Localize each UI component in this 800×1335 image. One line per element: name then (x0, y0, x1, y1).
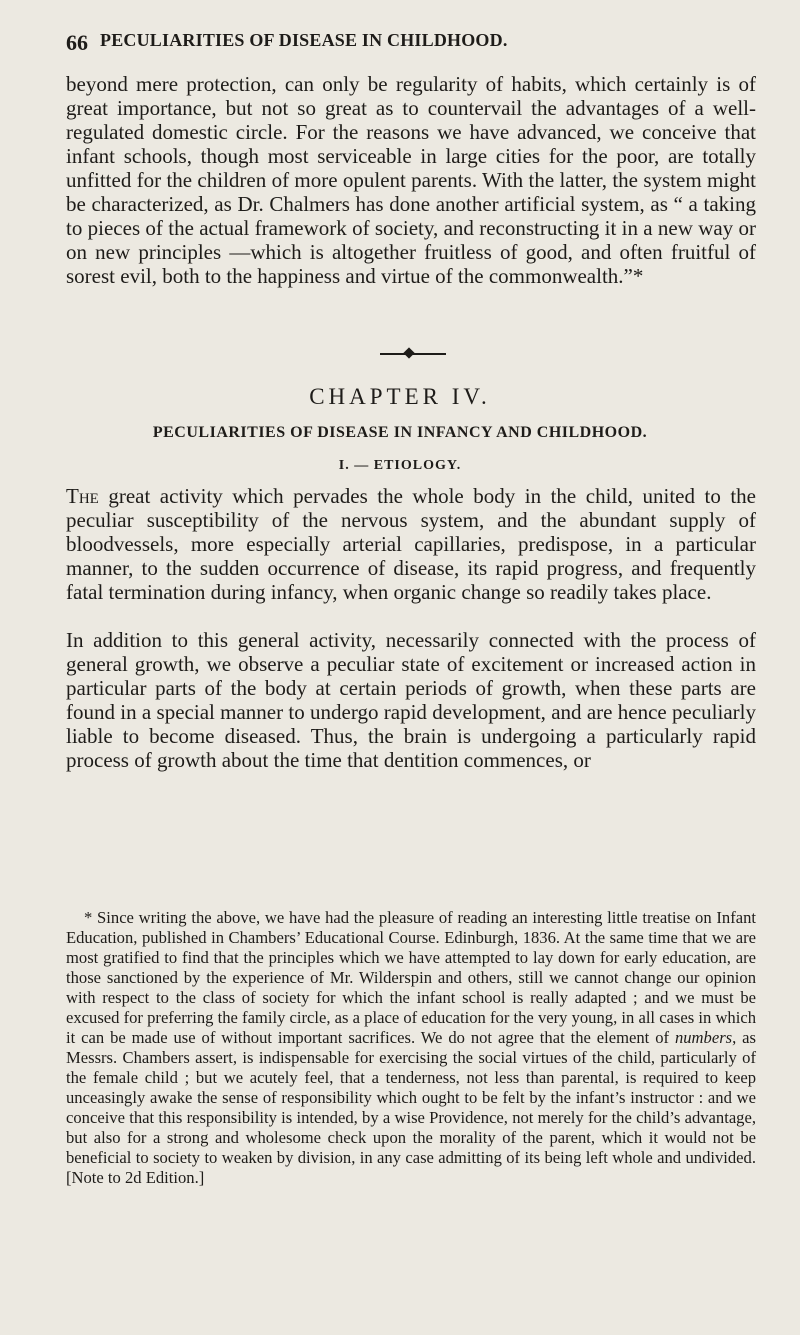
chapter-subtitle: PECULIARITIES OF DISEASE IN INFANCY AND CHILDHOOD. (152, 424, 648, 441)
paragraph-text: great activity which pervades the whole body in the child, united to the peculiar susceptibility of the nervous system, and the abundant supply of bloodvessels, more especially arterial capillaries, predispose, in a particular manner, to the sudden occurrence of disease, its rapid progress, and frequently fatal termination during infancy, when organic change so readily takes place. (66, 484, 756, 604)
paragraph-lead-word: The (66, 484, 99, 508)
page-header (66, 30, 756, 64)
footnote-text-part-2: , as Messrs. Chambers assert, is indispensable for exercising the social virtues of the child, particularly of the female child ; but we acutely feel, that a tenderness, not less than parental, is required to keep unceasingly awake the sense of responsibility which ought to be felt by the infant’s instructor : and we conceive that this responsibility is intended, by a wise Providence, not merely for the child’s advantage, but also for a strong and wholesome check upon the morality of the parent, which it would not be beneficial to society to weaken by division, in any case admitting of its being left whole and undivided. [Note to 2d Edition.] (66, 1028, 756, 1187)
footnote-text-part-1: * Since writing the above, we have had the pleasure of reading an interesting little treatise on Infant Education, published in Chambers’ Educational Course. Edinburgh, 1836. At the same time that we are most gratified to find that the principles which we have attempted to lay down for early education, are those sanctioned by the experience of Mr. Wilderspin and others, still we cannot change our opinion with respect to the class of society for which the infant school is really adapted ; and we must be excused for preferring the family circle, as a place of education for the very young, in all cases in which it can be made use of without important sacrifices. We do not agree that the element of (66, 908, 756, 1047)
paragraph-etiology-intro (66, 484, 756, 604)
chapter-title: CHAPTER IV. (309, 384, 491, 409)
footnote-emphasis: numbers (674, 1028, 733, 1047)
footnote (66, 908, 756, 1188)
paragraph-continued: beyond mere protection, can only be regularity of habits, which certainly is of great importance, but not so great as to countervail the advantages of a well-regulated domestic circle. For the reasons we have advanced, we conceive that infant schools, though most serviceable in large cities for the poor, are totally unfitted for the children of more opulent parents. With the latter, the system might be characterized, as Dr. Chalmers has done another artificial system, as “ a taking to pieces of the actual framework of society, and reconstructing it in a new way or on new principles —which is altogether fruitless of good, and often fruitful of sorest evil, both to the happiness and virtue of the commonwealth.”* (66, 72, 756, 288)
running-head: PECULIARITIES OF DISEASE IN CHILDHOOD. (100, 30, 508, 50)
paragraph-growth: In addition to this general activity, necessarily connected with the process of general growth, we observe a peculiar state of excitement or increased action in particular parts of the body at certain periods of growth, when these parts are found in a special manner to undergo rapid development, and are hence peculiarly liable to become diseased. Thus, the brain is undergoing a particularly rapid process of growth about the time that dentition commences, or (66, 628, 756, 772)
divider-ornament-icon (403, 347, 414, 358)
page-number: 66 (66, 30, 88, 55)
section-heading: I. — ETIOLOGY. (338, 458, 462, 473)
